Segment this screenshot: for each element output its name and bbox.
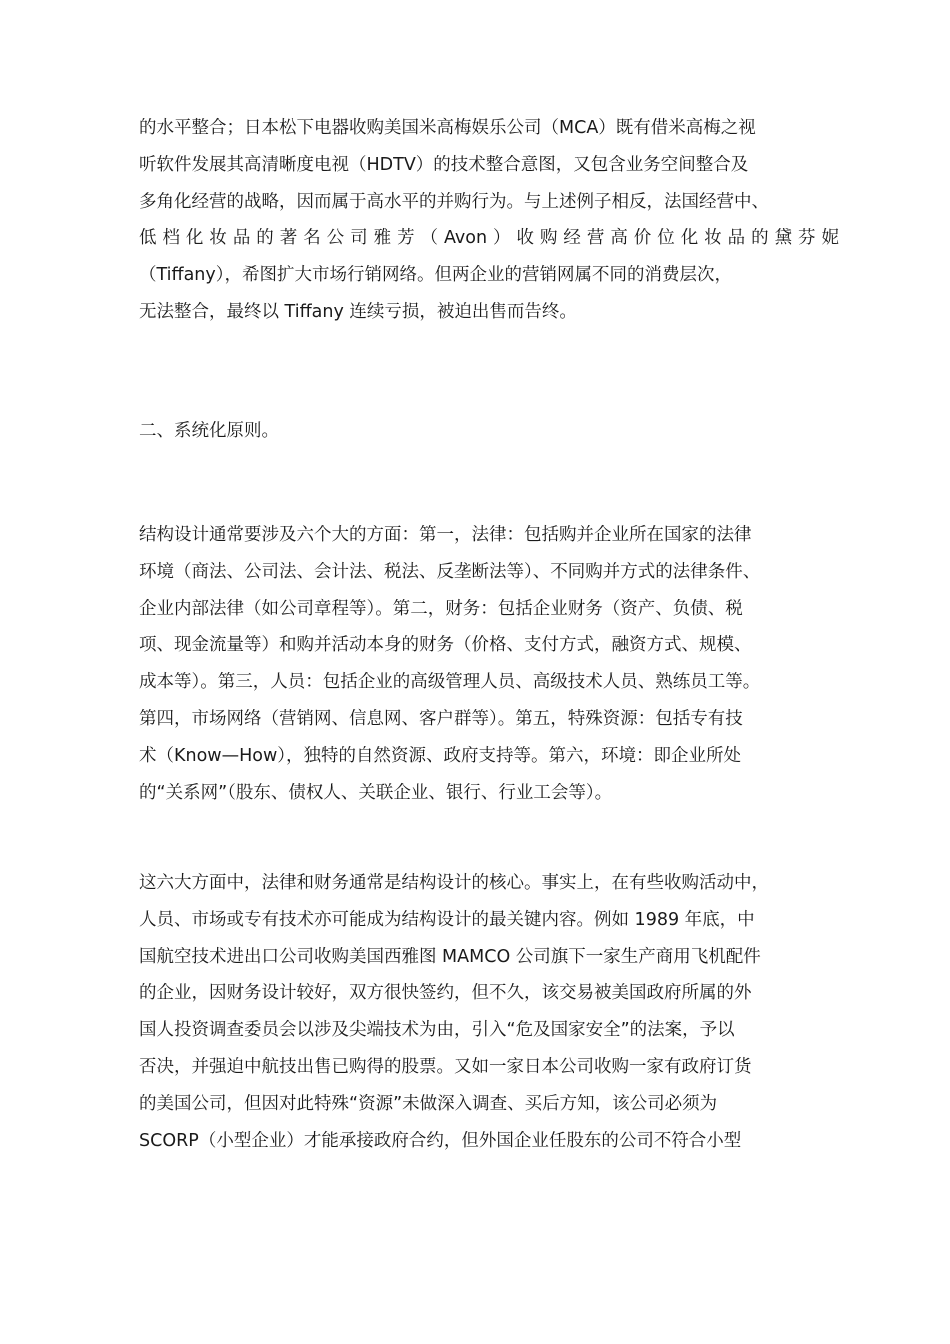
text-line: 听软件发展其高清晰度电视（HDTV）的技术整合意图，又包含业务空间整合及 [139,154,749,175]
text-line: 多角化经营的战略，因而属于高水平的并购行为。与上述例子相反，法国经营中、 [139,191,769,212]
text-line: 的水平整合；日本松下电器收购美国米高梅娱乐公司（MCA）既有借米高梅之视 [139,118,756,138]
heading-text: 二、系统化原则。 [139,421,279,441]
text-line: 术（Know—How），独特的自然资源、政府支持等。第六，环境：即企业所处 [139,745,742,766]
text-line: 企业内部法律（如公司章程等）。第二，财务：包括企业财务（资产、负债、税 [139,598,743,619]
text-line: 国航空技术进出口公司收购美国西雅图 MAMCO 公司旗下一家生产商用飞机配件 [139,946,761,967]
section-heading [139,413,839,450]
text-line: 无法整合，最终以 Tiffany 连续亏损，被迫出售而告终。 [139,301,577,322]
paragraph-structure-design [139,517,839,811]
text-line: 国人投资调查委员会以涉及尖端技术为由，引入“危及国家安全”的法案，予以 [139,1020,735,1041]
text-line: 低档化妆品的著名公司雅芳（Avon）收购经营高价位化妆品的黛芬妮 [139,228,839,249]
text-line: 的“关系网”（股东、债权人、关联企业、银行、行业工会等）。 [139,782,613,803]
text-line: 否决，并强迫中航技出售已购得的股票。又如一家日本公司收购一家有政府订货 [139,1056,752,1077]
text-line: 第四，市场网络（营销网、信息网、客户群等）。第五，特殊资源：包括专有技 [139,708,743,729]
text-line: 结构设计通常要涉及六个大的方面：第一，法律：包括购并企业所在国家的法律 [139,525,752,545]
text-line: 的美国公司，但因对此特殊“资源”未做深入调查、买后方知，该公司必须为 [139,1093,718,1114]
text-line: 项、现金流量等）和购并活动本身的财务（价格、支付方式，融资方式、规模、 [139,635,752,656]
text-line: 环境（商法、公司法、会计法、税法、反垄断法等）、不同购并方式的法律条件、 [139,561,761,582]
text-line: （Tiffany），希图扩大市场行销网络。但两企业的营销网属不同的消费层次， [139,265,732,286]
text-line: 的企业，因财务设计较好，双方很快签约，但不久，该交易被美国政府所属的外 [139,983,752,1004]
paragraph-core-elements [139,865,839,1159]
text-line: 成本等）。第三，人员：包括企业的高级管理人员、高级技术人员、熟练员工等。 [139,672,761,693]
text-line: SCORP（小型企业）才能承接政府合约，但外国企业任股东的公司不符合小型 [139,1130,742,1151]
text-line: 这六大方面中，法律和财务通常是结构设计的核心。事实上，在有些收购活动中， [139,873,769,893]
paragraph-merger-examples [139,110,839,331]
text-line: 人员、市场或专有技术亦可能成为结构设计的最关键内容。例如 1989 年底，中 [139,909,755,930]
